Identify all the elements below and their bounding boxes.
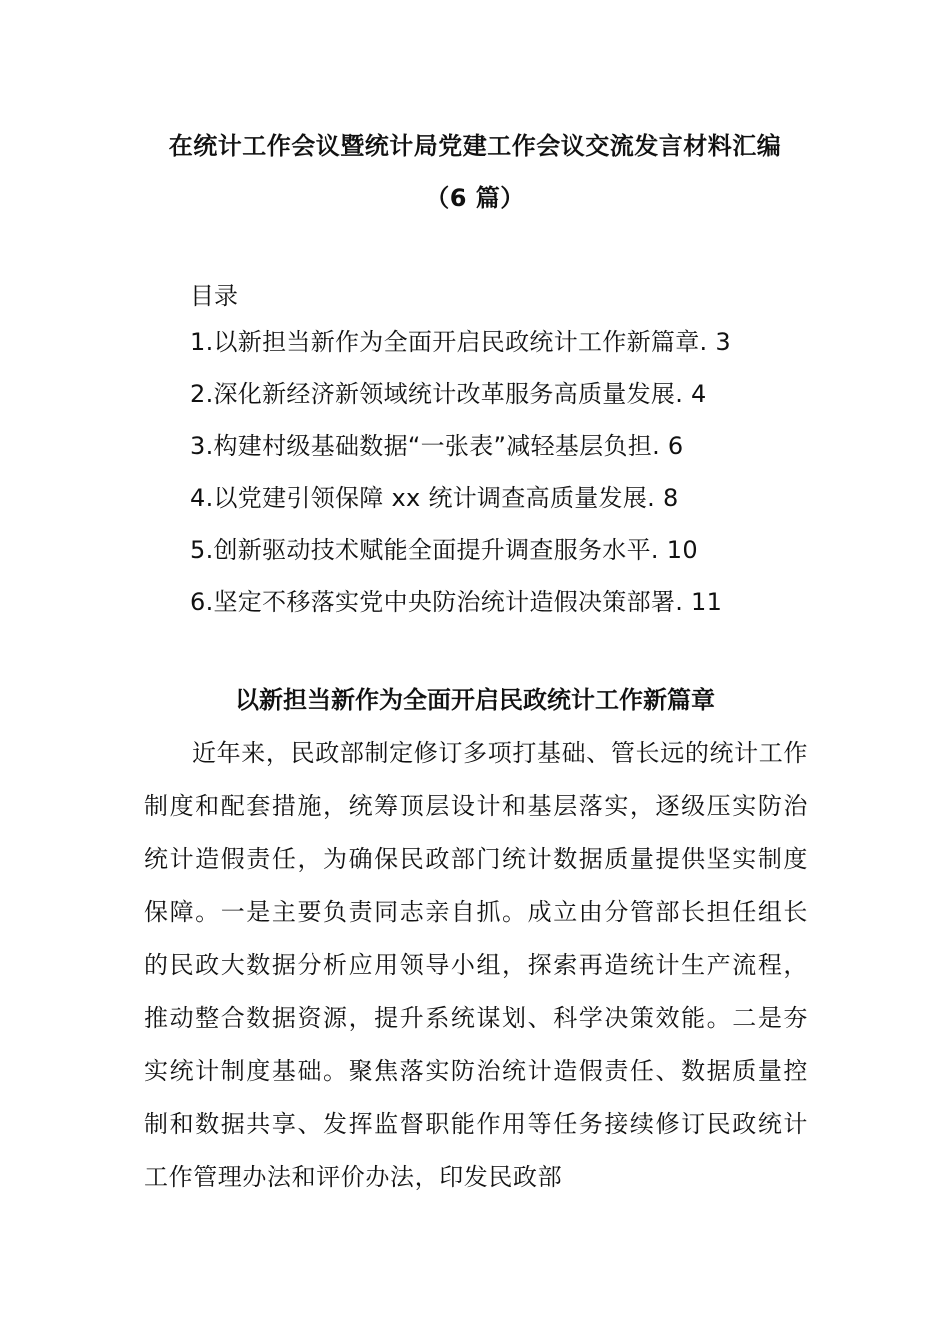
toc-item: 3.构建村级基础数据“一张表”减轻基层负担. 6 <box>190 432 684 460</box>
toc-item: 2.深化新经济新领域统计改革服务高质量发展. 4 <box>190 380 707 408</box>
table-of-contents <box>190 326 731 638</box>
toc-item: 5.创新驱动技术赋能全面提升调查服务水平. 10 <box>190 536 698 564</box>
toc-item: 4.以党建引领保障 xx 统计调查高质量发展. 8 <box>190 484 679 512</box>
document-title: 在统计工作会议暨统计局党建工作会议交流发言材料汇编 <box>168 132 782 160</box>
toc-heading: 目录 <box>190 282 238 310</box>
document-subtitle-count: （6 篇） <box>425 184 525 212</box>
section-title: 以新担当新作为全面开启民政统计工作新篇章 <box>235 686 715 714</box>
toc-item: 6.坚定不移落实党中央防治统计造假决策部署. 11 <box>190 588 723 616</box>
section-body-paragraph: 近年来，民政部制定修订多项打基础、管长远的统计工作制度和配套措施，统筹顶层设计和基层落实，逐级压实防治统计造假责任，为确保民政部门统计数据质量提供坚实制度保障。一是主要负责同志亲自抓。成立由分管部长担任组长的民政大数据分析应用领导小组，探索再造统计生产流程，推动整合数据资源，提升系统谋划、科学决策效能。二是夯实统计制度基础。聚焦落实防治统计造假责任、数据质量控制和数据共享、发挥监督职能作用等任务接续修订民政统计工作管理办法和评价办法，印发民政部 <box>144 739 808 1191</box>
toc-item: 1.以新担当新作为全面开启民政统计工作新篇章. 3 <box>190 328 731 356</box>
